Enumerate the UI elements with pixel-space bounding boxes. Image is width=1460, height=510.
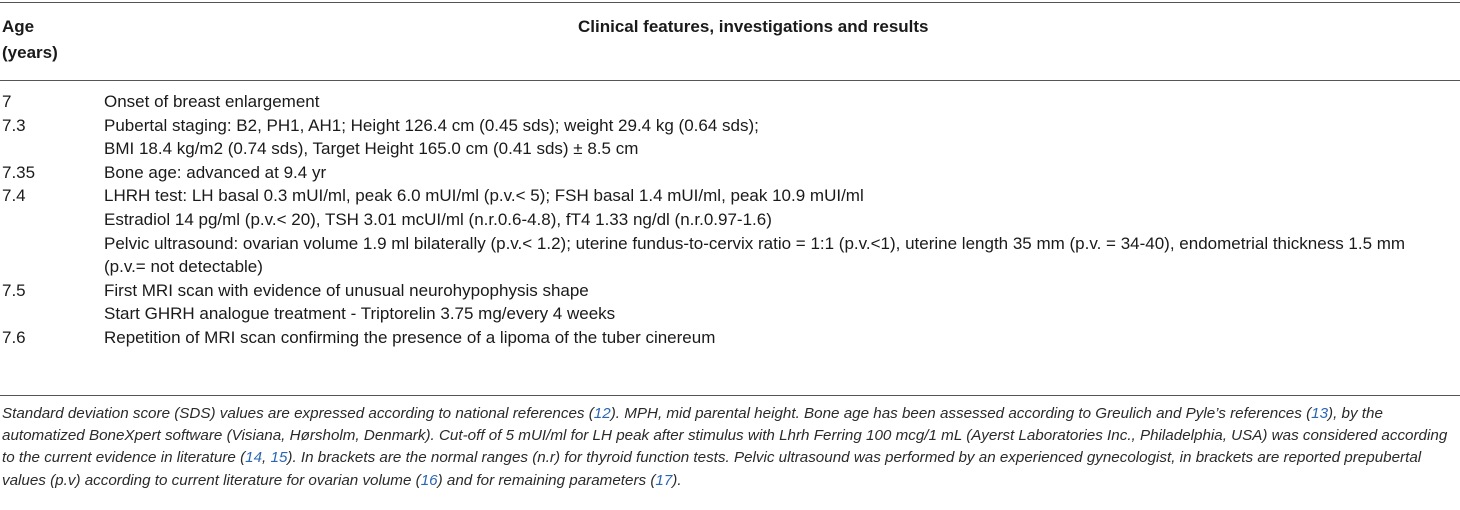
footnote-text: ). In brackets are the normal ranges (n.r) for thyroid function tests. Pelvic ultrasound was performed by an experienced gynecologist, in brackets are reported prepubertal values (p.v) according to current literature for ovarian volume ( <box>2 449 1422 489</box>
table-footnote <box>2 403 1454 492</box>
feature-line: First MRI scan with evidence of unusual neurohypophysis shape <box>104 280 589 300</box>
bottom-rule <box>0 395 1460 396</box>
table-row <box>0 90 1460 114</box>
reference-link[interactable]: 16 <box>420 471 438 489</box>
feature-line: Repetition of MRI scan confirming the presence of a lipoma of the tuber cinereum <box>104 327 716 347</box>
age-column-header <box>2 14 92 66</box>
footnote-text: ). MPH, mid parental height. Bone age has been assessed according to Greulich and Pyle’s references ( <box>610 405 1312 422</box>
reference-link[interactable]: 17 <box>655 471 673 489</box>
age-cell: 7.5 <box>2 280 26 300</box>
footnote-text: , <box>262 449 271 467</box>
feature-line: BMI 18.4 kg/m2 (0.74 sds), Target Height 165.0 cm (0.41 sds) ± 8.5 cm <box>104 139 639 159</box>
age-cell: 7.4 <box>2 186 26 206</box>
features-cell <box>104 279 1460 326</box>
reference-link[interactable]: 15 <box>270 449 288 467</box>
age-header-line: Age <box>2 17 35 36</box>
footnote-text: ) and for remaining parameters ( <box>437 471 656 489</box>
age-cell: 7.6 <box>2 327 26 347</box>
features-cell <box>104 184 1460 278</box>
top-rule <box>0 2 1460 3</box>
age-cell: 7.3 <box>2 115 26 135</box>
feature-line: LHRH test: LH basal 0.3 mUI/ml, peak 6.0 mUI/ml (p.v.< 5); FSH basal 1.4 mUI/ml, peak 10.9 mUI/ml <box>104 186 864 206</box>
table-row <box>0 326 1460 350</box>
table-row <box>0 114 1460 161</box>
age-header-line: (years) <box>2 43 58 62</box>
features-cell <box>104 90 1460 114</box>
features-column-header: Clinical features, investigations and results <box>578 17 929 36</box>
age-cell: 7.35 <box>2 162 36 182</box>
footnote-text: ). <box>672 471 682 489</box>
footnote-text: ), by the automatized BoneXpert software (Visiana, Hørsholm, Denmark). Cut-off of 5 mUI/ml for LH peak after stimulus with Lhrh Ferring 100 mcg/1 mL (Ayerst Laboratories Inc., Philadelphia, USA) was considered according to the current evidence in literature ( <box>2 405 1448 467</box>
feature-line: Estradiol 14 pg/ml (p.v.< 20), TSH 3.01 mcUI/ml (n.r.0.6-4.8), fT4 1.33 ng/dl (n.r.0.97-1.6) <box>104 209 772 229</box>
feature-line: Pelvic ultrasound: ovarian volume 1.9 ml bilaterally (p.v.< 1.2); uterine fundus-to-cervix ratio = 1:1 (p.v.<1), uterine length 35 mm (p.v. = 34-40), endometrial thickness 1.5 mm (p.v.= not detectable) <box>104 233 1406 277</box>
reference-link[interactable]: 12 <box>593 405 611 422</box>
features-cell <box>104 161 1460 185</box>
features-cell <box>104 326 1460 350</box>
table-body <box>0 90 1460 350</box>
features-cell <box>104 114 1460 161</box>
table-row <box>0 279 1460 326</box>
table-row <box>0 184 1460 278</box>
feature-line: Pubertal staging: B2, PH1, AH1; Height 126.4 cm (0.45 sds); weight 29.4 kg (0.64 sds); <box>104 115 759 135</box>
table-row <box>0 161 1460 185</box>
reference-link[interactable]: 13 <box>1311 405 1329 422</box>
footnote-text: Standard deviation score (SDS) values are expressed according to national references ( <box>2 405 594 422</box>
age-cell: 7 <box>2 92 12 111</box>
feature-line: Start GHRH analogue treatment - Triptorelin 3.75 mg/every 4 weeks <box>104 304 616 324</box>
reference-link[interactable]: 14 <box>245 449 263 467</box>
header-rule <box>0 80 1460 81</box>
feature-line: Bone age: advanced at 9.4 yr <box>104 162 327 182</box>
feature-line: Onset of breast enlargement <box>104 92 320 111</box>
